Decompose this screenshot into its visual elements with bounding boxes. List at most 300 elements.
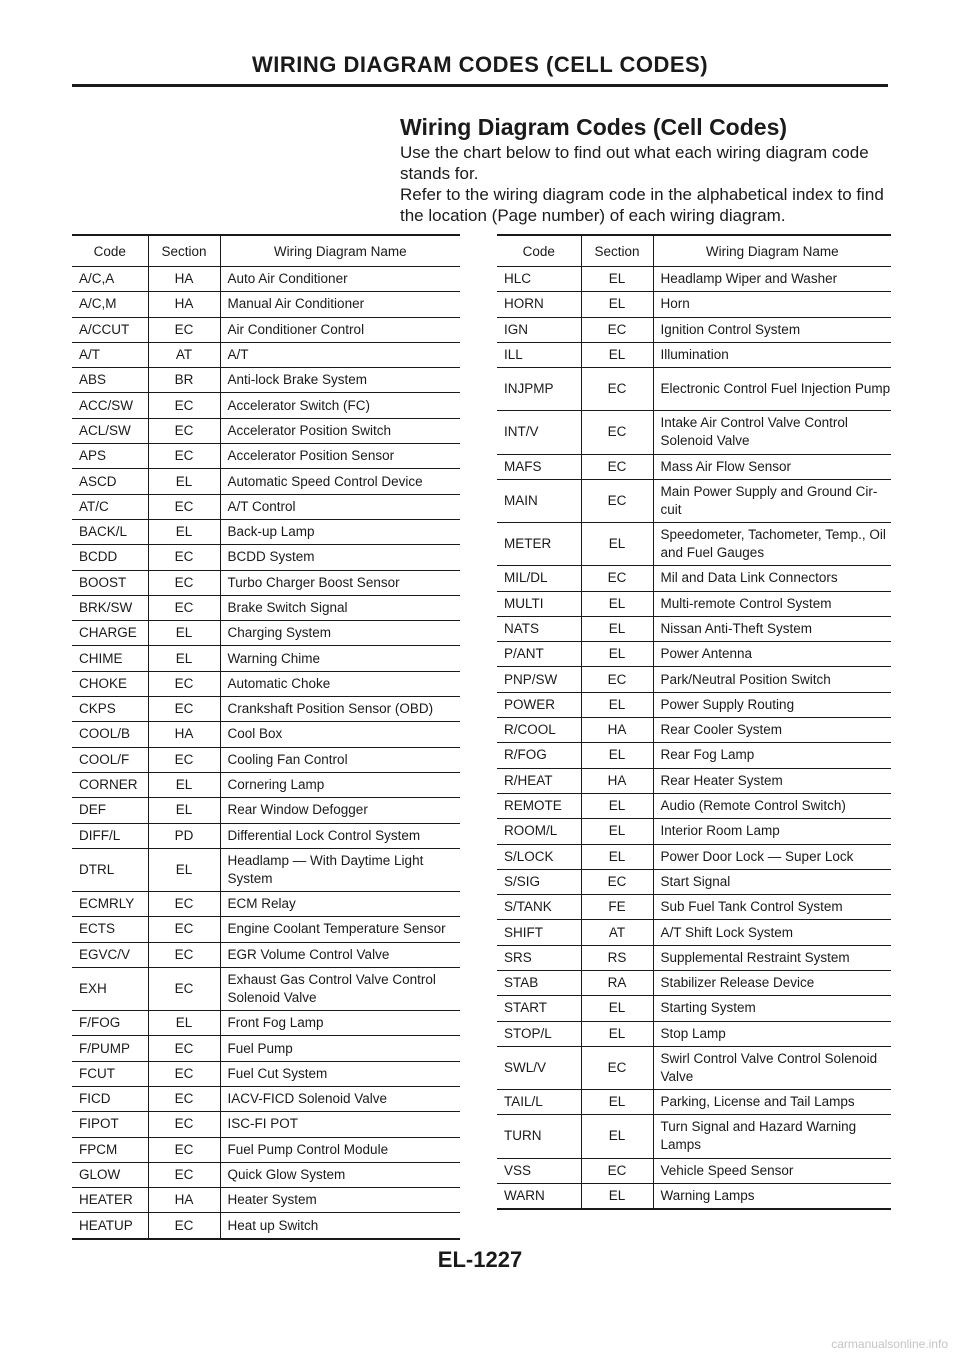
code-cell: HORN [497,292,581,317]
section-cell: EC [581,1158,653,1183]
section-cell: EC [148,494,220,519]
table-row [72,1188,460,1213]
diagram-name-cell: Headlamp Wiper and Washer [653,267,891,292]
table-row [72,646,460,671]
code-cell: ACC/SW [72,393,148,418]
code-cell: SRS [497,945,581,970]
diagram-name-cell: Front Fog Lamp [220,1011,460,1036]
intro-paragraph [400,142,900,226]
code-cell: A/C,M [72,292,148,317]
code-cell: F/PUMP [72,1036,148,1061]
code-cell: INT/V [497,411,581,454]
diagram-name-cell: Fuel Pump [220,1036,460,1061]
section-cell: EL [148,469,220,494]
section-cell: EC [148,747,220,772]
section-cell: EL [581,342,653,367]
section-cell: RA [581,970,653,995]
diagram-name-cell: Interior Room Lamp [653,819,891,844]
table-row [72,494,460,519]
section-cell: EC [148,418,220,443]
diagram-name-cell: IACV-FICD Solenoid Valve [220,1086,460,1111]
section-cell: EL [581,1021,653,1046]
table-header-row [497,235,891,267]
table-row [72,892,460,917]
section-cell: EC [581,411,653,454]
code-cell: POWER [497,692,581,717]
table-row [72,267,460,292]
section-cell: EL [581,844,653,869]
diagram-name-cell: Accelerator Position Sensor [220,444,460,469]
diagram-name-cell: Crankshaft Position Sensor (OBD) [220,697,460,722]
section-cell: EC [148,545,220,570]
diagram-name-cell: ISC-FI POT [220,1112,460,1137]
table-row [72,469,460,494]
codes-table-left [72,234,460,1240]
section-cell: EC [581,1046,653,1089]
section-cell: EC [148,393,220,418]
code-cell: INJPMP [497,368,581,411]
code-cell: FIPOT [72,1112,148,1137]
column-header-section: Section [148,235,220,267]
code-cell: START [497,996,581,1021]
code-cell: CHOKE [72,671,148,696]
code-cell: ASCD [72,469,148,494]
table-row [72,1213,460,1239]
section-cell: EL [148,1011,220,1036]
diagram-name-cell: Nissan Anti-Theft System [653,616,891,641]
table-row [497,1021,891,1046]
diagram-name-cell: Rear Cooler System [653,718,891,743]
section-cell: EL [581,1115,653,1158]
section-cell: EL [148,646,220,671]
table-row [72,697,460,722]
table-row [72,671,460,696]
code-cell: GLOW [72,1162,148,1187]
code-cell: MULTI [497,591,581,616]
table-row [497,945,891,970]
code-cell: TURN [497,1115,581,1158]
table-row [72,595,460,620]
table-row [497,1046,891,1089]
diagram-name-cell: Power Antenna [653,642,891,667]
intro-line: Refer to the wiring diagram code in the alphabetical index to find [400,185,884,204]
diagram-name-cell: Exhaust Gas Control Valve Control Solenoid Valve [220,967,460,1010]
table-row [497,591,891,616]
table-row [72,917,460,942]
diagram-name-cell: A/T Control [220,494,460,519]
code-cell: FPCM [72,1137,148,1162]
code-cell: R/HEAT [497,768,581,793]
table-row [72,967,460,1010]
section-cell: EL [581,616,653,641]
diagram-name-cell: Fuel Cut System [220,1061,460,1086]
code-cell: S/SIG [497,869,581,894]
section-cell: EC [148,1061,220,1086]
section-cell: EC [148,1213,220,1239]
section-cell: EC [148,917,220,942]
diagram-name-cell: Intake Air Control Valve Control Solenoid Valve [653,411,891,454]
diagram-name-cell: Mass Air Flow Sensor [653,454,891,479]
code-cell: DEF [72,798,148,823]
section-cell: EC [148,697,220,722]
section-cell: EL [581,996,653,1021]
table-row [72,1112,460,1137]
diagram-name-cell: Brake Switch Signal [220,595,460,620]
table-row [497,267,891,292]
table-row [497,1115,891,1158]
section-cell: EL [148,772,220,797]
table-row [72,519,460,544]
diagram-name-cell: Stop Lamp [653,1021,891,1046]
section-cell: EC [148,1036,220,1061]
table-row [497,768,891,793]
diagram-name-cell: ECM Relay [220,892,460,917]
table-row [72,1061,460,1086]
table-row [72,848,460,891]
diagram-name-cell: Vehicle Speed Sensor [653,1158,891,1183]
section-cell: PD [148,823,220,848]
table-row [497,692,891,717]
code-cell: P/ANT [497,642,581,667]
section-cell: EC [581,368,653,411]
diagram-name-cell: Rear Fog Lamp [653,743,891,768]
diagram-name-cell: Parking, License and Tail Lamps [653,1090,891,1115]
table-row [497,566,891,591]
section-cell: EC [148,967,220,1010]
diagram-name-cell: Ignition Control System [653,317,891,342]
section-cell: EL [581,743,653,768]
column-header-code: Code [497,235,581,267]
diagram-name-cell: Turn Signal and Hazard Warning Lamps [653,1115,891,1158]
header-divider [72,84,888,87]
section-cell: EC [581,479,653,522]
section-cell: EL [581,642,653,667]
diagram-name-cell: Horn [653,292,891,317]
table-row [72,368,460,393]
table-row [72,621,460,646]
table-row [72,418,460,443]
diagram-name-cell: Fuel Pump Control Module [220,1137,460,1162]
intro-line: Use the chart below to find out what each wiring diagram code [400,143,869,162]
table-row [497,844,891,869]
table-row [497,616,891,641]
table-header-row [72,235,460,267]
diagram-name-cell: Cornering Lamp [220,772,460,797]
code-cell: WARN [497,1183,581,1209]
diagram-name-cell: Quick Glow System [220,1162,460,1187]
code-cell: R/FOG [497,743,581,768]
code-cell: BACK/L [72,519,148,544]
diagram-name-cell: Differential Lock Control System [220,823,460,848]
section-cell: EC [581,869,653,894]
section-cell: EC [581,317,653,342]
table-row [497,292,891,317]
section-cell: AT [148,342,220,367]
table-row [72,545,460,570]
diagram-name-cell: Turbo Charger Boost Sensor [220,570,460,595]
code-cell: MAIN [497,479,581,522]
diagram-name-cell: Multi-remote Control System [653,591,891,616]
section-cell: HA [581,718,653,743]
section-cell: EC [148,1086,220,1111]
code-cell: S/LOCK [497,844,581,869]
code-cell: TAIL/L [497,1090,581,1115]
diagram-name-cell: Back-up Lamp [220,519,460,544]
section-cell: EL [581,692,653,717]
section-cell: EC [148,942,220,967]
section-cell: EC [148,892,220,917]
section-cell: EL [148,798,220,823]
code-cell: VSS [497,1158,581,1183]
diagram-name-cell: Heater System [220,1188,460,1213]
diagram-name-cell: Mil and Data Link Connectors [653,566,891,591]
code-cell: DTRL [72,848,148,891]
table-row [497,368,891,411]
table-row [72,292,460,317]
diagram-name-cell: Park/Neutral Position Switch [653,667,891,692]
code-cell: ECMRLY [72,892,148,917]
intro-line: stands for. [400,164,479,183]
code-cell: FICD [72,1086,148,1111]
code-cell: S/TANK [497,895,581,920]
section-cell: EL [148,848,220,891]
diagram-name-cell: Main Power Supply and Ground Cir- cuit [653,479,891,522]
diagram-name-cell: Starting System [653,996,891,1021]
table-row [497,523,891,566]
code-cell: CHIME [72,646,148,671]
code-cell: CKPS [72,697,148,722]
section-cell: EC [148,1137,220,1162]
code-cell: F/FOG [72,1011,148,1036]
diagram-name-cell: Automatic Choke [220,671,460,696]
diagram-name-cell: Headlamp — With Daytime Light System [220,848,460,891]
diagram-name-cell: Engine Coolant Temperature Sensor [220,917,460,942]
code-cell: NATS [497,616,581,641]
table-row [497,970,891,995]
code-cell: EGVC/V [72,942,148,967]
codes-table-right [497,234,891,1210]
code-cell: STAB [497,970,581,995]
diagram-name-cell: A/T [220,342,460,367]
watermark-text: carmanualsonline.info [831,1337,948,1351]
page-header-title: WIRING DIAGRAM CODES (CELL CODES) [251,52,709,77]
code-cell: SWL/V [497,1046,581,1089]
section-cell: EL [581,819,653,844]
diagram-name-cell: Swirl Control Valve Control Solenoid Valve [653,1046,891,1089]
section-cell: EC [148,444,220,469]
code-cell: ROOM/L [497,819,581,844]
section-title: Wiring Diagram Codes (Cell Codes) [400,114,788,140]
code-cell: BOOST [72,570,148,595]
section-cell: FE [581,895,653,920]
code-cell: BCDD [72,545,148,570]
section-cell: HA [148,292,220,317]
code-cell: A/CCUT [72,317,148,342]
section-cell: EL [581,1183,653,1209]
section-cell: EC [148,1112,220,1137]
table-row [72,942,460,967]
intro-line: the location (Page number) of each wiring diagram. [400,206,786,225]
diagram-name-cell: EGR Volume Control Valve [220,942,460,967]
code-cell: COOL/B [72,722,148,747]
table-row [497,342,891,367]
codes-table-right-body [497,267,891,1210]
code-cell: CHARGE [72,621,148,646]
code-cell: METER [497,523,581,566]
code-cell: HEATUP [72,1213,148,1239]
table-row [72,444,460,469]
diagram-name-cell: Accelerator Position Switch [220,418,460,443]
diagram-name-cell: A/T Shift Lock System [653,920,891,945]
diagram-name-cell: Heat up Switch [220,1213,460,1239]
code-cell: R/COOL [497,718,581,743]
table-row [497,1158,891,1183]
table-row [497,743,891,768]
diagram-name-cell: Illumination [653,342,891,367]
section-cell: EL [581,267,653,292]
code-cell: MAFS [497,454,581,479]
table-row [72,1036,460,1061]
table-row [497,479,891,522]
diagram-name-cell: Supplemental Restraint System [653,945,891,970]
diagram-name-cell: Audio (Remote Control Switch) [653,793,891,818]
table-row [497,411,891,454]
section-cell: EL [581,793,653,818]
diagram-name-cell: Charging System [220,621,460,646]
section-cell: EL [581,1090,653,1115]
table-row [497,1183,891,1209]
code-cell: AT/C [72,494,148,519]
table-row [497,895,891,920]
table-row [72,747,460,772]
code-cell: SHIFT [497,920,581,945]
diagram-name-cell: Warning Lamps [653,1183,891,1209]
diagram-name-cell: Anti-lock Brake System [220,368,460,393]
section-cell: EL [148,621,220,646]
table-row [497,869,891,894]
table-row [72,823,460,848]
diagram-name-cell: Electronic Control Fuel Injection Pump [653,368,891,411]
table-row [497,667,891,692]
codes-table-left-body [72,267,460,1239]
section-cell: EC [148,317,220,342]
code-cell: A/T [72,342,148,367]
diagram-name-cell: Cooling Fan Control [220,747,460,772]
page-number: EL-1227 [437,1247,523,1272]
table-row [72,772,460,797]
code-cell: HEATER [72,1188,148,1213]
section-cell: EC [148,595,220,620]
section-cell: EC [581,454,653,479]
section-cell: EC [581,667,653,692]
section-cell: EC [148,1162,220,1187]
diagram-name-cell: Rear Window Defogger [220,798,460,823]
code-cell: APS [72,444,148,469]
column-header-name: Wiring Diagram Name [653,235,891,267]
code-cell: BRK/SW [72,595,148,620]
section-cell: EL [581,523,653,566]
section-cell: HA [148,722,220,747]
table-row [497,793,891,818]
section-cell: AT [581,920,653,945]
table-row [72,1086,460,1111]
diagram-name-cell: Stabilizer Release Device [653,970,891,995]
code-cell: MIL/DL [497,566,581,591]
section-cell: EC [581,566,653,591]
column-header-section: Section [581,235,653,267]
code-cell: HLC [497,267,581,292]
table-row [72,317,460,342]
table-row [72,722,460,747]
code-cell: ILL [497,342,581,367]
table-row [72,1011,460,1036]
code-cell: IGN [497,317,581,342]
section-cell: BR [148,368,220,393]
code-cell: COOL/F [72,747,148,772]
code-cell: EXH [72,967,148,1010]
diagram-name-cell: Speedometer, Tachometer, Temp., Oil and Fuel Gauges [653,523,891,566]
table-row [497,317,891,342]
table-row [72,570,460,595]
table-row [72,798,460,823]
section-cell: EC [148,671,220,696]
diagram-name-cell: Manual Air Conditioner [220,292,460,317]
code-cell: REMOTE [497,793,581,818]
code-cell: PNP/SW [497,667,581,692]
table-row [72,342,460,367]
section-cell: EC [148,570,220,595]
diagram-name-cell: Power Supply Routing [653,692,891,717]
column-header-name: Wiring Diagram Name [220,235,460,267]
section-cell: EL [581,292,653,317]
diagram-name-cell: Sub Fuel Tank Control System [653,895,891,920]
section-cell: HA [148,1188,220,1213]
table-row [72,1137,460,1162]
table-row [497,1090,891,1115]
section-cell: EL [581,591,653,616]
diagram-name-cell: Start Signal [653,869,891,894]
column-header-code: Code [72,235,148,267]
diagram-name-cell: BCDD System [220,545,460,570]
code-cell: DIFF/L [72,823,148,848]
table-row [497,642,891,667]
table-row [497,996,891,1021]
diagram-name-cell: Air Conditioner Control [220,317,460,342]
diagram-name-cell: Auto Air Conditioner [220,267,460,292]
code-cell: FCUT [72,1061,148,1086]
table-row [497,819,891,844]
diagram-name-cell: Power Door Lock — Super Lock [653,844,891,869]
table-row [72,1162,460,1187]
code-cell: A/C,A [72,267,148,292]
section-cell: EL [148,519,220,544]
diagram-name-cell: Rear Heater System [653,768,891,793]
table-row [72,393,460,418]
section-cell: HA [148,267,220,292]
code-cell: ECTS [72,917,148,942]
section-cell: HA [581,768,653,793]
code-cell: ABS [72,368,148,393]
code-cell: STOP/L [497,1021,581,1046]
table-row [497,718,891,743]
diagram-name-cell: Cool Box [220,722,460,747]
diagram-name-cell: Accelerator Switch (FC) [220,393,460,418]
code-cell: ACL/SW [72,418,148,443]
code-cell: CORNER [72,772,148,797]
diagram-name-cell: Warning Chime [220,646,460,671]
section-cell: RS [581,945,653,970]
table-row [497,454,891,479]
